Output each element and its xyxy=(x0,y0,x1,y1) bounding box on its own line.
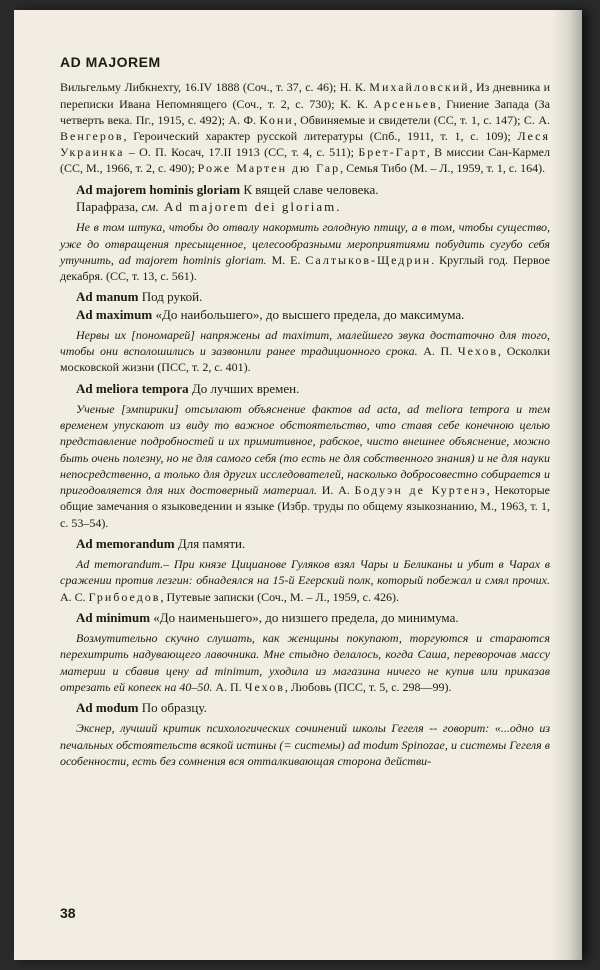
entry-note: Парафраза, см. Ad majorem dei gloriam. xyxy=(76,199,342,215)
entry-term: Ad modum xyxy=(76,699,139,715)
author-name: Михайловский xyxy=(369,80,470,95)
quotation xyxy=(60,720,550,769)
entry-definition: Для памяти. xyxy=(174,535,246,551)
author-name: Роже Мартен дю Гар xyxy=(197,161,341,176)
entry-ad-manum xyxy=(60,288,550,305)
entry-definition: Под рукой. xyxy=(138,289,203,305)
entry-term: Ad maximum xyxy=(76,306,153,322)
running-head: AD MAJOREM xyxy=(60,54,161,70)
quote-text: Не в том штука, чтобы до отвалу накормить голодную птицу, а в том, чтобы существо, уже до отвращения пресыщенное, целесообразными мероприятиями побудить сугубо себя утучнить, ad majorem hominis gloriam. xyxy=(60,220,550,267)
entry-ad-maximum xyxy=(60,306,550,323)
entry-term: Ad memorandum xyxy=(76,535,175,551)
author-name: Грибоедов xyxy=(88,589,161,604)
author-name: Чехов xyxy=(244,679,285,694)
author-name: Кони xyxy=(259,112,294,127)
entry-ad-majorem-hominis-gloriam xyxy=(60,181,550,198)
entry-ad-meliora-tempora xyxy=(60,380,550,397)
book-page xyxy=(14,10,582,960)
quote-text: Возмутительно скучно слушать, как женщины покупают, торгуются и стараются перехитрить надувающего лавочника. Мне стыдно делалось, когда Саша, переворочав массу материи и сбавив цену ad minimum, уходила из магазина ничего не купив или приказав отрезать ей копеек на 40–50. xyxy=(60,631,550,694)
entry-term: Ad meliora tempora xyxy=(76,380,189,396)
author-name: Венгеров xyxy=(60,129,124,144)
entry-ad-modum xyxy=(60,699,550,716)
entry-definition: К вящей славе человека. xyxy=(240,181,379,197)
quotation: Ad memorandum.– При князе Цицианове Гуляков взял Чары и Беликаны и убит в Чарах в сражении против лезгин: обнадеялся на 15-й Егерский полк, который побежал и смял прочих. А. С. Грибоедов, Путевые записки (Соч., М. – Л., 1959, с. 426). xyxy=(60,557,550,604)
entry-ad-memorandum xyxy=(60,535,550,552)
quote-text: Нервы их [пономарей] напряжены ad maximum, малейшего звука достаточно для того, чтобы они всполошились и зазвонили ранее традиционного срока. xyxy=(60,328,550,359)
entry-term: Ad minimum xyxy=(76,609,151,625)
quote-text: Экснер, лучший критик психологических сочинений школы Гегеля -- говорит: «...одно из печальных обстоятельств всякой истины (= системы) ad modum Spinozae, и системы Гегеля в особенности, есть без сомнения вся отталкивающая сторона действи- xyxy=(60,721,550,768)
author-name: Брет-Гарт xyxy=(358,145,427,160)
author-name: Бодуэн де Куртенэ xyxy=(354,483,487,498)
quote-text: Ученые [эмпирики] отсылают объяснение фактов ad acta, ad meliora tempora и тем временем упускают из виду то важное обстоятельство, что ставя себе конечною целью представление подробностей и их примитивное, рабское, чисто внешнее объяснение, можно быть очень полезну, но не для самого себя (то есть не для собственного знания) и не для науки непосредственно, а только для других исследователей, насколько добросовестно собирается и пригодовляется для них достоверный материал. xyxy=(60,402,550,498)
entry-term: Ad majorem hominis gloriam xyxy=(76,181,241,197)
quotation: Не в том штука, чтобы до отвалу накормить голодную птицу, а в том, чтобы существо, уже до отвращения пресыщенное, целесообразными мероприятиями побудить сугубо себя утучнить, ad majorem hominis gloriam. М. Е. Салтыков-Щедрин. Круглый год. Первое декабря. (СС, т. 13, с. 561). xyxy=(60,220,551,284)
entry-term: Ad manum xyxy=(76,289,139,305)
entry-definition: По образцу. xyxy=(138,699,207,715)
quote-text: Ad memorandum.– При князе Цицианове Гуляков взял Чары и Беликаны и убит в Чарах в сражении против лезгин: обнадеялся на 15-й Егерский полк, который побежал и смял прочих. xyxy=(60,557,550,588)
entry-ad-minimum xyxy=(60,609,550,626)
page-number: 38 xyxy=(60,905,76,921)
entry-definition: «До наименьшего», до низшего предела, до минимума. xyxy=(150,609,459,625)
entry-definition: «До наибольшего», до высшего предела, до максимума. xyxy=(152,306,465,322)
quotation: Возмутительно скучно слушать, как женщины покупают, торгуются и стараются перехитрить надувающего лавочника. Мне стыдно делалось, когда Саша, переворочав массу материи и сбавив цену ad minimum, уходила из магазина ничего не купив или приказав отрезать ей копеек на 40–50. А. П. Чехов, Любовь (ПСС, т. 5, с. 298—99). xyxy=(60,631,550,694)
references-continued: Вильгельму Либкнехту, 16.IV 1888 (Соч., т. 37, с. 46); Н. К. Михайловский, Из дневника и переписки Ивана Непомнящего (Соч., т. 2, с. 730); К. К. Арсеньев, Гниение Запада (За четверть века. Пг., 1915, с. 492); А. Ф. Кони, Обвиняемые и свидетели (СС, т. 1, с. 147); С. А. Венгеров, Героический характер русской литературы (Спб., 1911, т. 1, с. 109); Леся Украинка – О. П. Косач, 17.II 1913 (СС, т. 4, с. 511); Брет-Гарт, В миссии Сан-Кармел (СС, М., 1966, т. 2, с. 490); Роже Мартен дю Гар, Семья Тибо (М. – Л., 1959, т. 1, с. 164). xyxy=(60,80,551,176)
quotation: Нервы их [пономарей] напряжены ad maximum, малейшего звука достаточно для того, чтобы они всполошились и зазвонили ранее традиционного срока. А. П. Чехов, Осколки московской жизни (ПСС, т. 2, с. 401). xyxy=(60,328,550,375)
entry-definition: До лучших времен. xyxy=(188,380,300,396)
quotation: Ученые [эмпирики] отсылают объяснение фактов ad acta, ad meliora tempora и тем временем упускают из виду то важное обстоятельство, что ставя себе конечною целью представление подробностей и их примитивное, рабское, чисто внешнее объяснение, можно быть очень полезну, но не для самого себя (то есть не для собственного знания) и не для науки непосредственно, а только для других исследователей, насколько добросовестно собирается и пригодовляется для них достоверный материал. И. А. Бодуэн де Куртенэ, Некоторые общие замечания о языковедении и языке (Избр. труды по общему языкознанию, М., 1963, т. 1, с. 53–54). xyxy=(60,402,550,530)
page-spine-shadow xyxy=(552,10,582,960)
author-name: Леся Украинка xyxy=(60,129,550,160)
author-name: Чехов xyxy=(457,344,499,359)
author-name: Салтыков-Щедрин xyxy=(305,252,432,267)
page-content xyxy=(60,40,550,769)
author-name: Арсеньев xyxy=(373,96,438,111)
